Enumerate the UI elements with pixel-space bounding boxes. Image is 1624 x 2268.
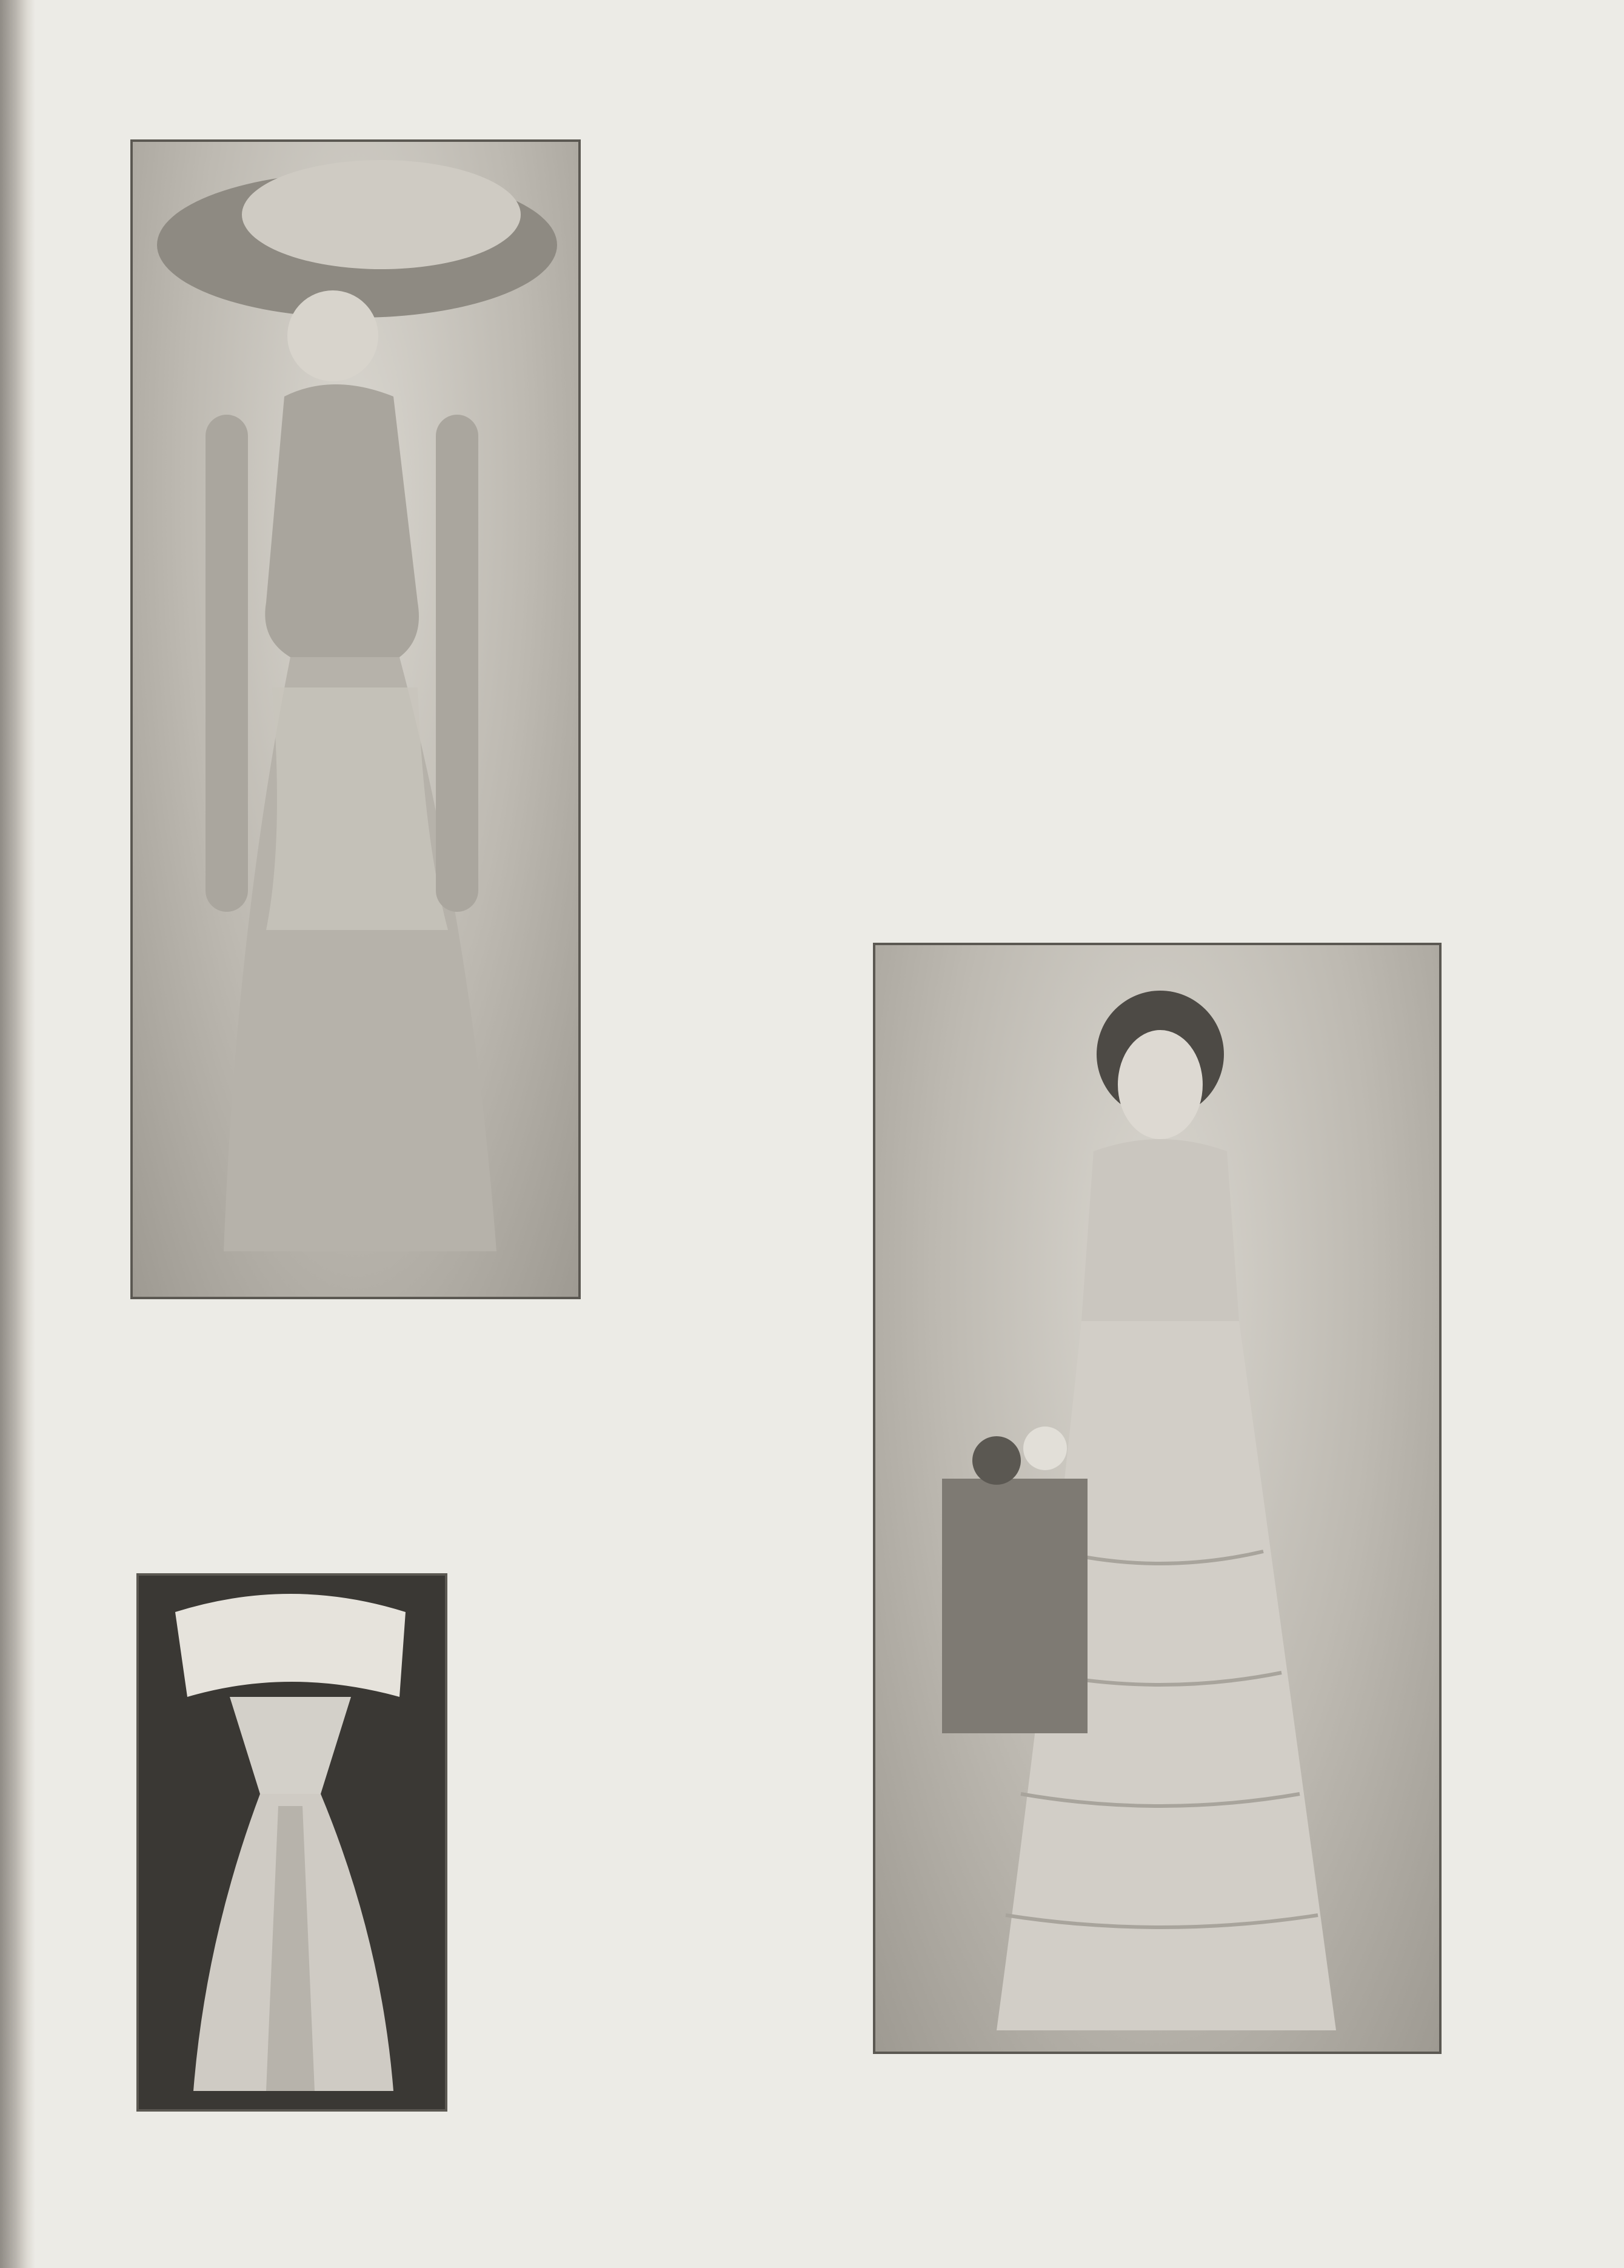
- figure-16-evening-gown: [130, 139, 581, 1299]
- ball-gown-illustration: [875, 945, 1439, 2052]
- evening-gown-illustration: [133, 142, 578, 1297]
- collar-jabot-illustration: [139, 1576, 445, 2109]
- page-binding-edge: [0, 0, 35, 2268]
- figure-18-ball-gown: [873, 943, 1442, 2054]
- figure-17-collar-jabot: [136, 1573, 447, 2112]
